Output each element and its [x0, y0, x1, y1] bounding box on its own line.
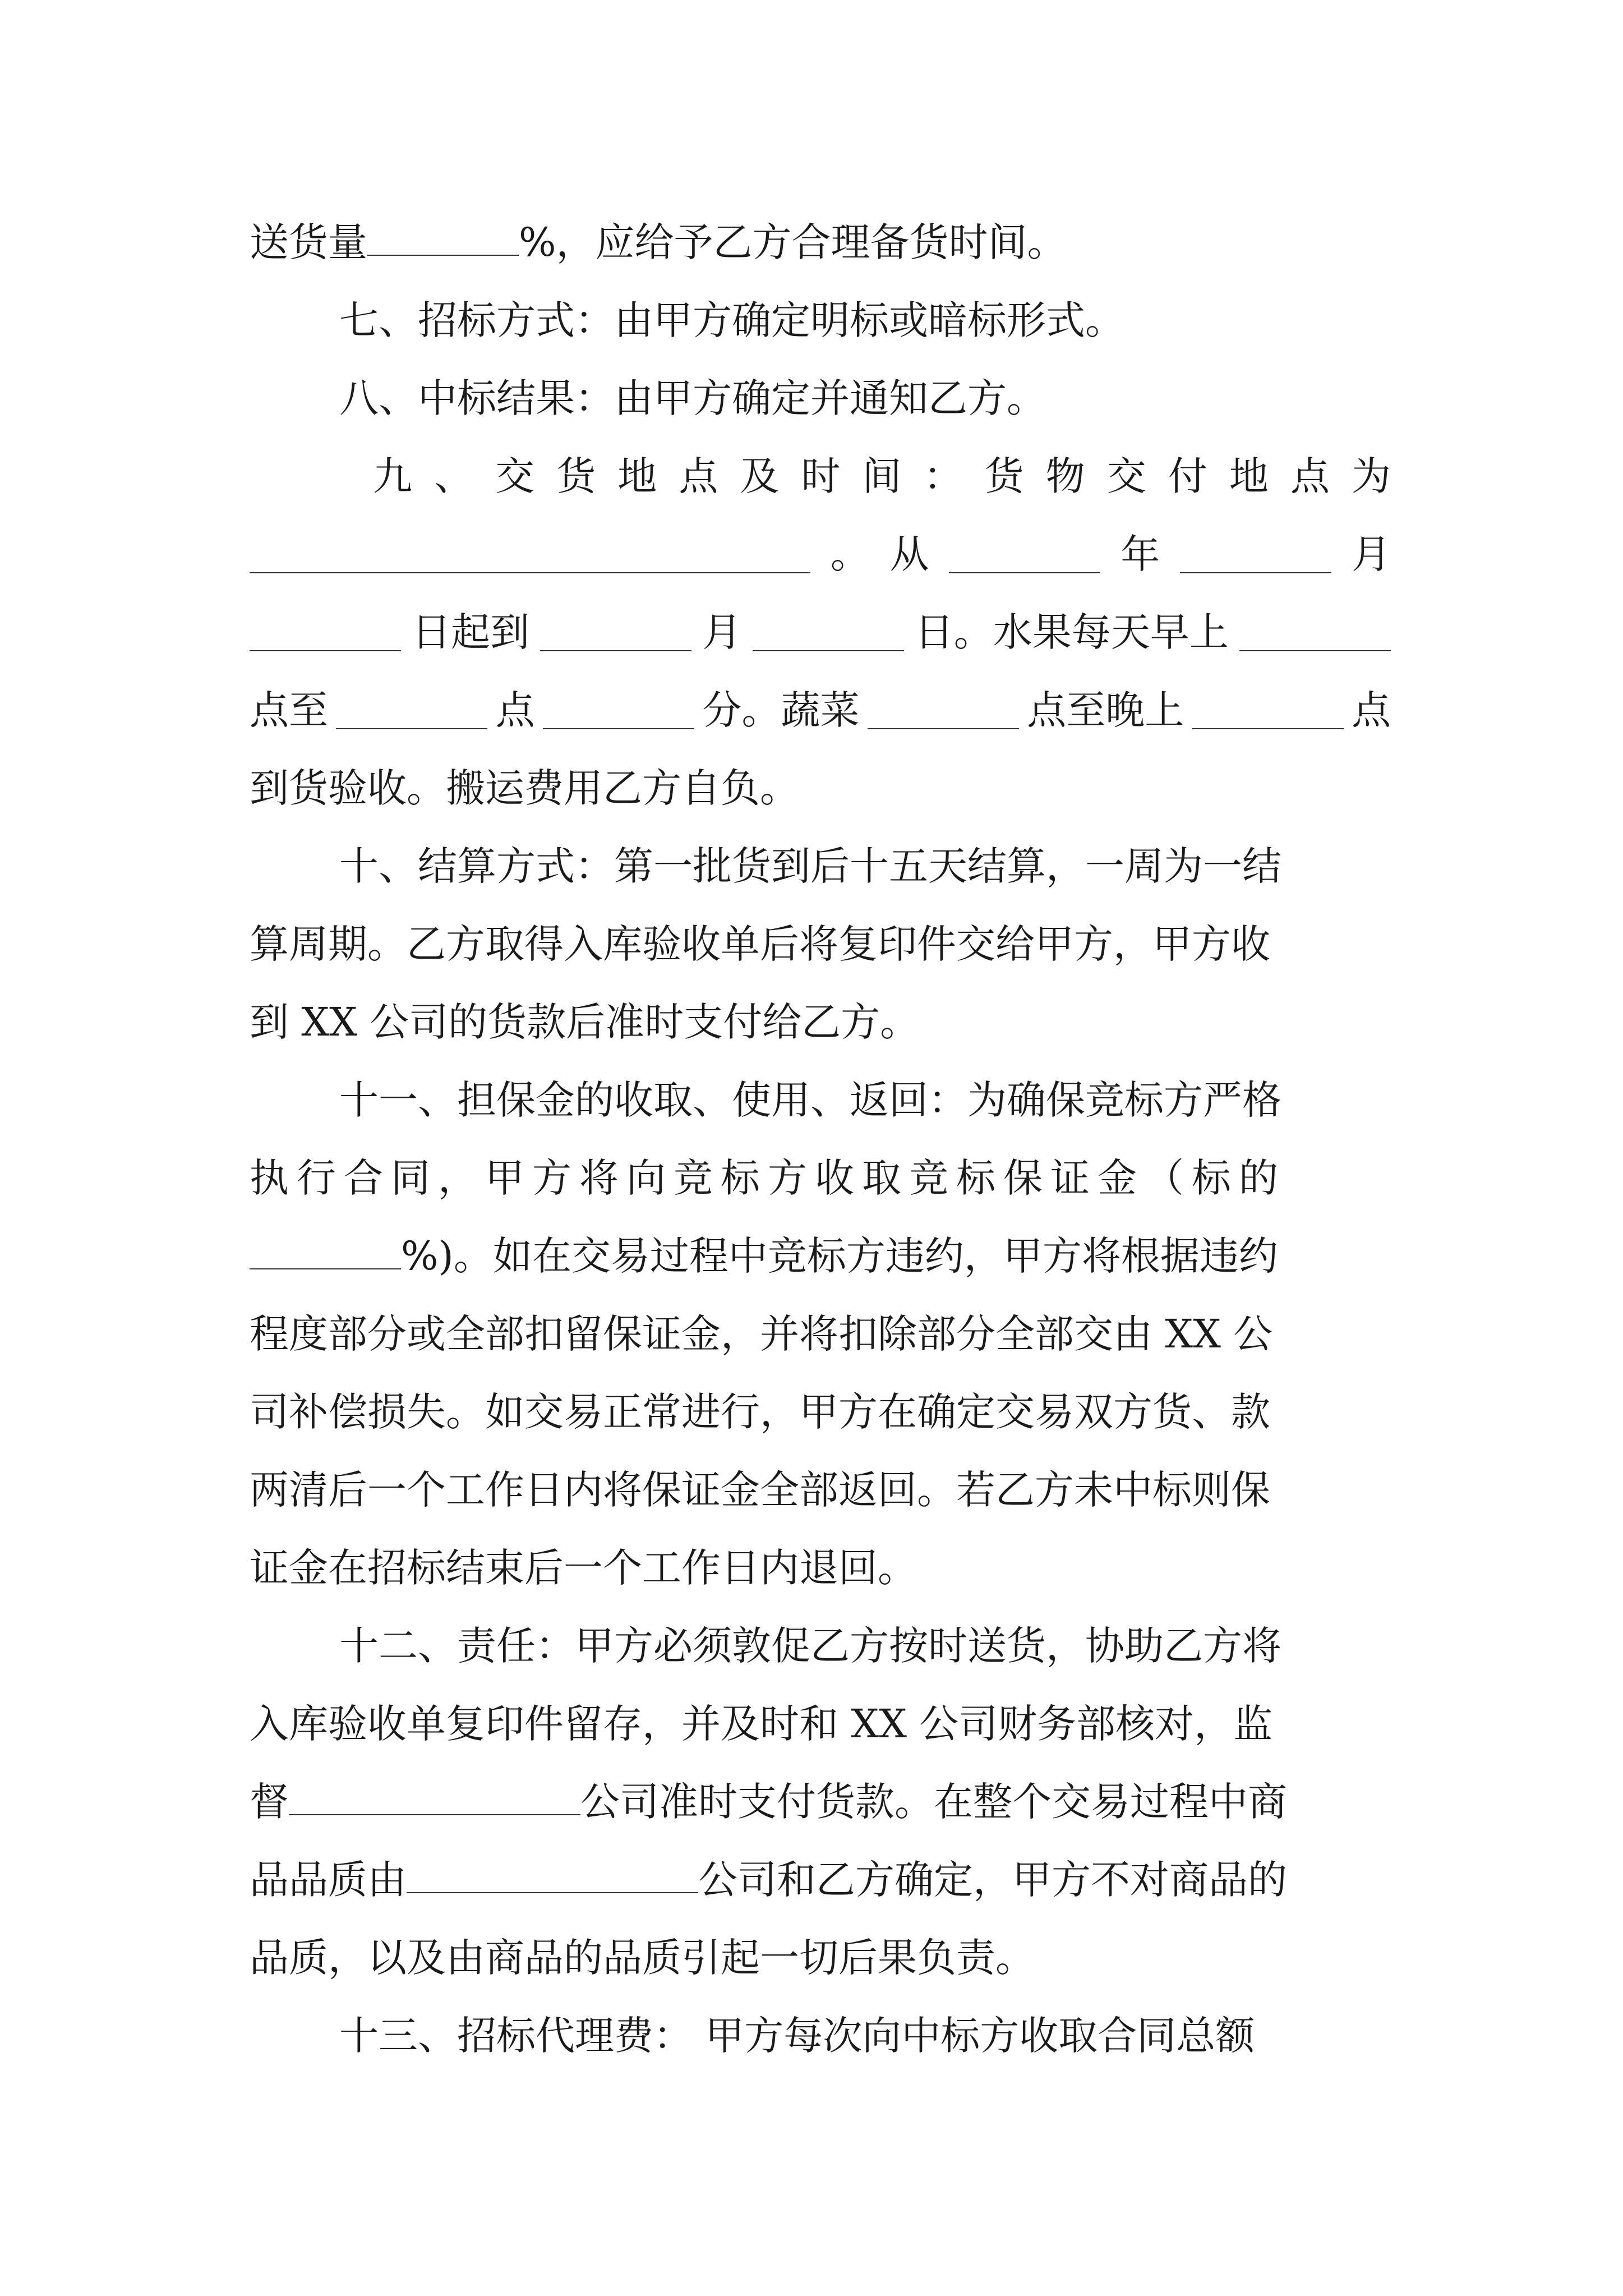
blank-field	[1192, 691, 1344, 730]
char: 货	[984, 453, 1024, 499]
text-line-6	[250, 599, 1391, 666]
text-line-14	[250, 1222, 1391, 1290]
text-line-3: 八、中标结果：由甲方确定并通知乙方。	[339, 375, 1046, 421]
text-line-7	[250, 677, 1391, 744]
blank-field	[407, 1855, 698, 1894]
blank-field	[868, 691, 1019, 730]
char: 、	[434, 453, 474, 499]
text-segment: 日起到	[412, 609, 530, 655]
char: 交	[1106, 453, 1146, 499]
char: 及	[740, 453, 780, 499]
char: 货	[556, 453, 596, 499]
char: 地	[1229, 453, 1269, 499]
text-line-21	[250, 1768, 1391, 1835]
char: 间	[862, 453, 902, 499]
blank-field	[540, 613, 691, 652]
text-segment: %，应给予乙方合理备货时间。	[519, 219, 1067, 265]
char: 交	[495, 453, 535, 499]
char: 点	[679, 453, 718, 499]
text-line-20: 入库验收单复印件留存，并及时和 XX 公司财务部核对，监	[250, 1701, 1273, 1747]
text-line-16: 司补偿损失。如交易正常进行，甲方在确定交易双方货、款	[250, 1389, 1270, 1435]
blank-field	[753, 613, 904, 652]
text-segment: 从	[889, 531, 929, 577]
text-line-2: 七、招标方式：由甲方确定明标或暗标形式。	[339, 297, 1124, 343]
text-segment: 公司和乙方确定，甲方不对商品的	[698, 1857, 1287, 1903]
text-segment: 月	[702, 609, 742, 655]
text-line-22	[250, 1846, 1391, 1913]
text-line-19: 十二、责任：甲方必须敦促乙方按时送货，协助乙方将	[339, 1623, 1281, 1669]
blank-field	[250, 535, 810, 574]
text-segment: 日。水果每天早上	[914, 609, 1229, 655]
text-line-24: 十三、招标代理费： 甲方每次向中标方收取合同总额	[339, 2013, 1255, 2059]
text-segment: 点至晚上	[1027, 687, 1184, 733]
text-segment: 送货量	[250, 219, 367, 265]
text-line-17: 两清后一个工作日内将保证金全部返回。若乙方未中标则保	[250, 1467, 1270, 1513]
blank-field	[1180, 535, 1331, 574]
char: 点	[1290, 453, 1330, 499]
char: 地	[617, 453, 657, 499]
text-line-15: 程度部分或全部扣留保证金，并将扣除部分全部交由 XX 公	[250, 1311, 1273, 1357]
char: 物	[1045, 453, 1085, 499]
text-line-4	[373, 443, 1391, 510]
text-segment: 点至	[250, 687, 328, 733]
text-segment: %)。如在交易过程中竞标方违约，甲方将根据违约	[401, 1233, 1278, 1279]
blank-field	[1239, 613, 1391, 652]
char: 时	[801, 453, 841, 499]
text-segment: 督	[250, 1779, 289, 1825]
char: 付	[1168, 453, 1207, 499]
text-line-8: 到货验收。搬运费用乙方自负。	[250, 765, 799, 811]
text-segment: 品品质由	[250, 1857, 407, 1903]
text-segment: 年	[1121, 531, 1160, 577]
text-line-1	[250, 209, 1391, 276]
text-line-13: 执行合同，甲方将向竞标方收取竞标保证金（标的	[250, 1155, 1286, 1201]
text-line-12: 十一、担保金的收取、使用、返回：为确保竞标方严格	[339, 1077, 1281, 1123]
text-segment: 分。蔬菜	[702, 687, 860, 733]
blank-field	[367, 218, 519, 256]
blank-field	[250, 1231, 401, 1270]
text-line-5	[250, 521, 1391, 588]
text-segment: 点	[495, 687, 535, 733]
text-line-9: 十、结算方式：第一批货到后十五天结算，一周为一结	[339, 843, 1281, 889]
char: ：	[923, 453, 963, 499]
blank-field	[949, 535, 1100, 574]
text-segment: 月	[1351, 531, 1391, 577]
blank-field	[250, 613, 401, 652]
blank-field	[543, 691, 694, 730]
text-line-18: 证金在招标结束后一个工作日内退回。	[250, 1545, 917, 1591]
blank-field	[289, 1777, 580, 1816]
text-segment: 公司准时支付货款。在整个交易过程中商	[580, 1779, 1287, 1825]
text-segment: 点	[1352, 687, 1391, 733]
char: 九	[373, 453, 412, 499]
text-line-11: 到 XX 公司的货款后准时支付给乙方。	[250, 999, 920, 1045]
blank-field	[336, 691, 487, 730]
text-line-23: 品质，以及由商品的品质引起一切后果负责。	[250, 1935, 1035, 1981]
text-segment: 。	[830, 531, 870, 577]
char: 为	[1352, 453, 1391, 499]
text-line-10: 算周期。乙方取得入库验收单后将复印件交给甲方，甲方收	[250, 921, 1270, 967]
